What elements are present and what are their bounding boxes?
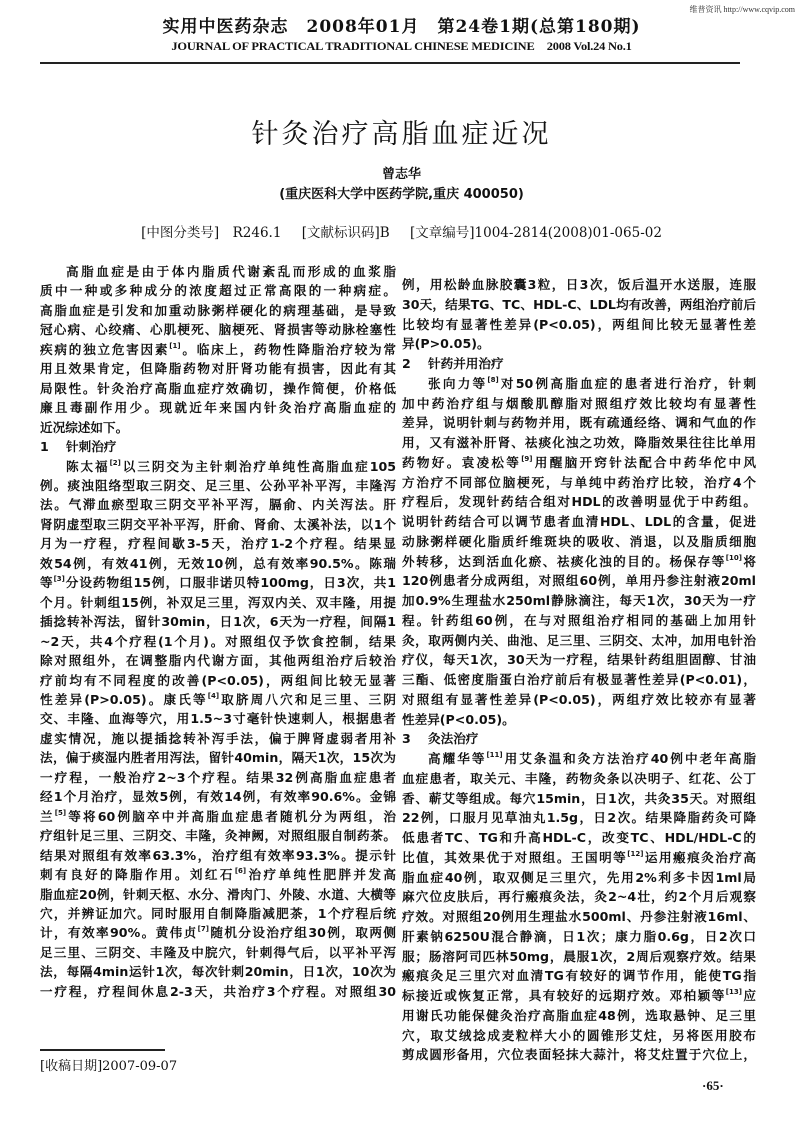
text-line: 瘢痕灸足三里穴对血清TG有较好的调节作用，能使TG指 — [402, 968, 756, 984]
text-line: 动脉粥样硬化脂质纤维斑块的吸收、消退，以及脂质细胞 — [402, 533, 756, 549]
text-line: 月为一疗程，疗程间歇3-5天，治疗1-2个疗程。结果显 — [40, 536, 396, 552]
watermark: 维普资讯 http://www.cqvip.com — [689, 5, 795, 14]
text-line: 质中一种或多种成分的浓度超过正常高限的一种病症。 — [40, 283, 396, 299]
text-line: 说明针药结合可以调节患者血清HDL、LDL的含量，促进 — [402, 514, 756, 529]
text-line: 张向力等[8]对50例高脂血症的患者进行治疗，针刺 — [428, 375, 756, 391]
text-line: 加中药治疗组与烟酸肌醇脂对照组疗效比较均有显著性 — [402, 395, 756, 411]
text-line: 性差异(P<0.05)。 — [402, 711, 515, 727]
citation-ref: [10] — [725, 553, 742, 562]
text-line: 剪成圆形备用，穴位表面轻抹大蒜汁，将艾炷置于穴位上， — [402, 1047, 756, 1063]
text-line: 一疗程，疗程间休息2-3天，共治疗3个疗程。对照组30 — [40, 983, 396, 999]
text-line: 比值，其效果优于对照组。王国明等[12]运用瘢痕灸治疗高 — [402, 849, 757, 865]
citation-ref: [4] — [207, 691, 220, 700]
article-number: [文章编号]1004-2814(2008)01-065-02 — [409, 225, 662, 241]
text-line: 结果对照组有效率63.3%，治疗组有效率93.3%。提示针 — [40, 847, 396, 863]
citation-ref: [2] — [109, 458, 121, 467]
citation-ref: [3] — [53, 575, 65, 584]
journal-header-cn: 实用中医药杂志 2008年01月 第24卷1期(总第180期) — [162, 17, 641, 37]
text-line: 法，每隔4min运针1次，每次针刺20min，日1次，10次为 — [40, 964, 396, 980]
page-number: ·65· — [702, 1078, 724, 1093]
text-line: 22例，口服月见草油丸1.5g，日2次。结果降脂药灸可降 — [402, 810, 756, 826]
text-line: 近况综述如下。 — [40, 419, 129, 435]
text-line: 刺有良好的降脂作用。刘红石[6]治疗单纯性肥胖并发高 — [40, 867, 397, 883]
text-line: 肝素钠6250U混合静滴，日1次；康力脂0.6g，日2次口 — [402, 928, 756, 944]
text-line: 性差异(P>0.05)。康氏等[4]取脐周八穴和足三里、三阴 — [40, 691, 396, 707]
text-line: 一疗程，一般治疗2~3个疗程。结果32例高脂血症患者 — [40, 769, 396, 785]
text-line: 疗程后，发现针药结合组对HDL的改善明显优于中药组。 — [402, 494, 756, 510]
text-line: 服；肠溶阿司匹林50mg，晨服1次，2周后观察疗效。结果 — [402, 948, 756, 964]
section-heading — [40, 437, 396, 456]
classification-number: [中图分类号] R246.1 — [141, 225, 282, 241]
text-line: 插捻转补泻法，留针30min，日1次，6天为一疗程，间隔1 — [40, 614, 396, 630]
journal-header-en: JOURNAL OF PRACTICAL TRADITIONAL CHINESE MEDICINE 2008 Vol.24 No.1 — [171, 41, 632, 53]
section-title: 灸法治疗 — [428, 731, 479, 747]
text-line: 兰[5]等将60例脑卒中并高脂血症患者随机分为两组，治 — [40, 808, 397, 824]
text-line: 药物好。袁凌松等[9]用醒脑开窍针法配合中药华佗中风 — [402, 454, 757, 470]
section-title: 针药并用治疗 — [428, 356, 504, 371]
citation-ref: [5] — [54, 808, 67, 817]
text-line: 疾病的独立危害因素[1]。临床上，药物性降脂治疗较为常 — [40, 341, 397, 357]
text-line: 程。针药组60例，在与对照组治疗相同的基础上加用针 — [402, 612, 756, 628]
citation-ref: [6] — [234, 867, 247, 876]
citation-ref: [8] — [487, 375, 499, 384]
text-line: 个月。针刺组15例，补双足三里，泻双内关、双丰隆，用提 — [40, 594, 396, 610]
classification-line — [0, 221, 803, 241]
citation-ref: [11] — [486, 751, 503, 759]
text-line: 穴，并辨证加穴。同时服用自制降脂减肥茶，1个疗程后统 — [40, 905, 396, 921]
text-line: 足三里、三阴交、丰隆及中脘穴，针刺得气后，以平补平泻 — [40, 944, 396, 960]
text-line: 外转移，达到活血化瘀、祛痰化浊的目的。杨保存等[10]将 — [402, 553, 757, 569]
citation-ref: [1] — [169, 341, 181, 350]
text-line: 局限性。针灸治疗高脂血症疗效确切，操作简便，价格低 — [40, 380, 396, 396]
text-line: 肾阴虚型取三阴交平补平泻，肝俞、肾俞、太溪补法，以1个 — [40, 516, 396, 532]
text-line: 例。痰浊阻络型取三阴交、足三里、公孙平补平泻，丰隆泻 — [40, 477, 396, 493]
text-line: 加0.9%生理盐水250ml静脉滴注，每天1次，30天为一疗 — [402, 593, 756, 608]
document-code: [文献标识码]B — [301, 225, 390, 241]
text-line: 高耀华等[11]用艾条温和灸方法治疗40例中老年高脂 — [428, 751, 757, 766]
paragraph — [402, 749, 756, 1065]
text-line: 疗组针足三里、三阴交、丰隆，灸神阙，对照组服自制药茶。 — [40, 828, 396, 844]
text-line: 疗前均有不同程度的改善(P<0.05)，两组间比较无显著 — [40, 672, 396, 688]
citation-ref: [9] — [521, 454, 533, 463]
citation-ref: [7] — [197, 925, 209, 934]
section-number: 1 — [40, 439, 49, 455]
text-line: 用谢氏功能保健灸治疗高脂血症48例，选取悬钟、足三里 — [402, 1007, 756, 1023]
text-line: 对照组有显著性差异(P<0.05)，两组疗效比较亦有显著 — [402, 691, 756, 707]
text-line: 例，用松龄血脉胶囊3粒，日3次，饭后温开水送服，连服 — [402, 277, 756, 292]
text-line: 方治疗不同部位脑梗死，与单纯中药治疗比较，治疗4个 — [402, 474, 756, 490]
text-line: 比较均有显著性差异(P<0.05)，两组间比较无显著性差 — [402, 316, 756, 332]
paragraph — [402, 275, 756, 354]
text-line: 虚实情况，施以提插捻转补泻手法，偏于脾肾虚弱者用补 — [40, 730, 396, 746]
text-line: 灸，取两侧内关、曲池、足三里、三阴交、太冲，加用电针治 — [402, 632, 756, 648]
right-column — [402, 275, 756, 1065]
header-rule — [40, 62, 740, 64]
text-line: 120例患者分成两组，对照组60例，单用丹参注射液20ml — [402, 573, 756, 589]
affiliation: (重庆医科大学中医药学院,重庆 400050) — [279, 187, 524, 202]
text-line: ~2天，共4个疗程(1个月)。对照组仅予饮食控制，结果 — [40, 633, 396, 649]
text-line: 效54例，有效41例，无效10例，总有效率90.5%。陈瑞 — [40, 555, 396, 571]
left-column — [40, 262, 396, 1001]
section-heading — [402, 729, 756, 749]
text-line: 脂血症40例，取双侧足三里穴，先用2%利多卡因1ml局 — [402, 869, 756, 885]
text-line: 差异，说明针刺与药物并用，既有疏通经络、调和气血的作 — [402, 415, 756, 431]
section-number: 2 — [402, 356, 411, 371]
text-line: 异(P>0.05)。 — [402, 336, 490, 352]
section-number: 3 — [402, 731, 411, 747]
section-title: 针刺治疗 — [66, 439, 117, 455]
text-line: 经1个月治疗，显效5例，有效14例，有效率90.6%。金锦 — [40, 789, 396, 805]
text-line: 陈太福[2]以三阴交为主针刺治疗单纯性高脂血症105 — [66, 458, 396, 474]
text-line: 廉且毒副作用少。现就近年来国内针灸治疗高脂血症的 — [40, 400, 396, 416]
text-line: 标接近或恢复正常，具有较好的远期疗效。邓柏颖等[13]应 — [402, 988, 757, 1003]
text-line: 血症患者，取关元、丰隆，药物灸条以决明子、红花、公丁 — [402, 770, 756, 786]
section-heading — [402, 354, 756, 374]
text-line: 法。气滞血瘀型取三阴交平补平泻，膈俞、内关泻法。肝 — [40, 497, 396, 513]
text-line: 交、丰隆、血海等穴，用1.5~3寸毫针快速刺人，根据患者 — [40, 711, 396, 727]
text-line: 法，偏于痰湿内胜者用泻法，留针40min，隔天1次，15次为 — [40, 750, 397, 766]
text-line: 30天，结果TG、TC、HDL-C、LDL均有改善，两组治疗前后 — [402, 296, 756, 312]
text-line: 疗仪，每天1次，30天为一疗程，结果针药组胆固醇、甘油 — [402, 652, 756, 668]
text-line: 高脂血症是引发和加重动脉粥样硬化的病理基础，是导致 — [40, 302, 396, 318]
text-line: 高脂血症是由于体内脂质代谢紊乱而形成的血浆脂 — [66, 264, 396, 279]
text-line: 低患者TC、TG和升高HDL-C，改变TC、HDL/HDL-C的 — [402, 830, 756, 845]
received-date: [收稿日期]2007-09-07 — [40, 1059, 178, 1074]
citation-ref: [13] — [725, 988, 742, 996]
text-line: 香、蕲艾等组成。每穴15min，日1次，共灸35天。对照组 — [402, 790, 757, 806]
text-line: 脂血症20例，针刺天枢、水分、滑肉门、外陵、水道、大横等 — [40, 886, 396, 902]
text-line: 用，又有滋补肝肾、祛痰化浊之功效，降脂效果往往比单用 — [402, 435, 756, 450]
text-line: 麻穴位皮肤后，再行瘢痕灸法，灸2~4壮，约2个月后观察 — [402, 889, 756, 905]
text-line: 穴，取艾绒捻成麦粒样大小的圆锥形艾炷，另将医用胶布 — [402, 1027, 756, 1043]
paragraph — [402, 374, 756, 730]
article-title: 针灸治疗高脂血症近况 — [251, 119, 552, 150]
text-line: 除对照组外，在调整脂内代谢方面，其他两组治疗后较治 — [40, 653, 396, 669]
text-line: 用且效果肯定，但降脂药物对肝肾功能有损害，因此有其 — [40, 361, 396, 377]
text-line: 疗效。对照组20例用生理盐水500ml、丹参注射液16ml、 — [402, 909, 756, 924]
text-line: 三酯、低密度脂蛋白治疗前后有极显著性差异(P<0.01)， — [402, 672, 756, 687]
text-line: 等[3]分设药物组15例，口服非诺贝特100mg，日3次，共1 — [40, 575, 397, 591]
paragraph — [40, 262, 396, 437]
paragraph — [40, 457, 396, 1002]
footnote-rule — [40, 1049, 165, 1051]
author: 曾志华 — [381, 167, 421, 182]
citation-ref: [12] — [627, 849, 644, 858]
text-line: 计，有效率90%。黄伟贞[7]随机分设治疗组30例，取两侧 — [40, 925, 396, 941]
text-line: 冠心病、心绞痛、心肌梗死、脑梗死、肾损害等动脉栓塞性 — [40, 322, 396, 338]
